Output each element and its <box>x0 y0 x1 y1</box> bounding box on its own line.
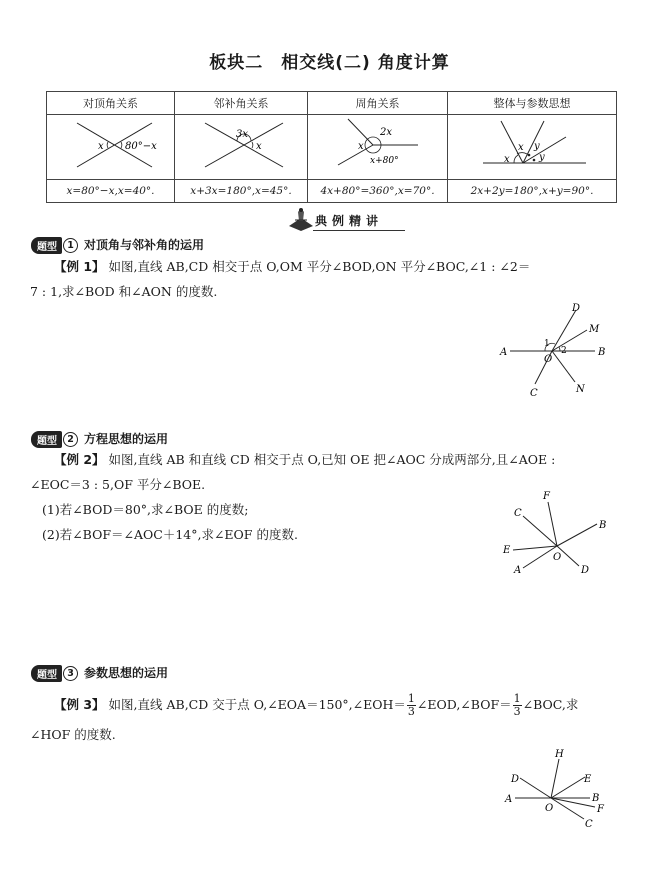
page-title: 板块二 相交线(二) 角度计算 <box>209 53 450 73</box>
table-equation: 2x+2y=180°,x+y=90°. <box>448 180 617 203</box>
type-badge: 题型 <box>31 237 62 254</box>
table-equation: x+3x=180°,x=45°. <box>175 180 308 203</box>
example-text-line: 如图,直线 AB,CD 相交于点 O,OM 平分∠BOD,ON 平分∠BOC,∠1 : ∠2＝ <box>108 259 531 274</box>
example-text-line: ∠EOC＝3 : 5,OF 平分∠BOE. <box>30 477 206 492</box>
teacher-podium-icon <box>285 206 315 232</box>
point-label: B <box>598 347 606 358</box>
supplementary-angles-figure <box>175 115 308 180</box>
figure-label: y <box>534 141 540 152</box>
point-label: B <box>599 520 607 531</box>
point-label: D <box>572 303 581 314</box>
fraction-numerator: 1 <box>407 692 415 705</box>
sub-question: (2)若∠BOF＝∠AOC＋14°,求∠EOF 的度数. <box>42 527 298 542</box>
example-label: 【例 2】 <box>54 452 105 467</box>
fraction <box>407 693 416 718</box>
table-header: 对顶角关系 <box>47 92 175 115</box>
figure-label: y <box>539 152 545 163</box>
point-label: O <box>545 803 554 814</box>
type-title: 参数思想的运用 <box>84 666 169 680</box>
example-3-figure <box>495 745 615 855</box>
full-angle-figure <box>308 115 448 180</box>
table-equation: 4x+80°=360°,x=70°. <box>308 180 448 203</box>
type-title: 对顶角与邻补角的运用 <box>84 238 205 252</box>
type-heading-3 <box>31 664 168 682</box>
angle-relations-table <box>46 91 617 203</box>
sub-question: (1)若∠BOD＝80°,求∠BOE 的度数; <box>42 502 249 517</box>
point-label: H <box>555 749 564 760</box>
fraction-denominator: 3 <box>407 705 415 718</box>
point-label: F <box>543 491 550 502</box>
figure-label: 80°−x <box>125 141 157 152</box>
type-number: 2 <box>63 432 78 447</box>
example-text-part: ∠EOD,∠BOF＝ <box>416 697 512 712</box>
parameter-idea-figure <box>448 115 617 180</box>
figure-label: x <box>518 142 524 153</box>
example-text-part: 如图,直线 AB,CD 交于点 O,∠EOA＝150°,∠EOH＝ <box>108 697 406 712</box>
point-label: C <box>530 388 538 399</box>
figure-label: 3x <box>236 129 249 140</box>
table-header: 周角关系 <box>308 92 448 115</box>
example-3-text <box>30 690 630 750</box>
example-text-line: ∠HOF 的度数. <box>30 727 116 742</box>
fraction-denominator: 3 <box>513 705 521 718</box>
example-2-figure <box>495 480 615 590</box>
figure-label: x+80° <box>370 156 399 166</box>
angle-label: 1 <box>544 339 550 349</box>
figure-label: x <box>358 141 364 152</box>
figure-label: x <box>504 154 510 165</box>
vertical-angles-figure <box>47 115 175 180</box>
point-label: C <box>585 819 593 830</box>
point-label: A <box>505 794 513 805</box>
banner-underline <box>313 230 405 231</box>
type-number: 1 <box>63 238 78 253</box>
point-label: D <box>581 565 590 576</box>
point-label: M <box>589 324 600 335</box>
figure-label: x <box>98 141 104 152</box>
type-badge: 题型 <box>31 431 62 448</box>
example-text-part: ∠BOC,求 <box>522 697 579 712</box>
type-heading-2 <box>31 430 168 448</box>
example-text-line: 7 : 1,求∠BOD 和∠AON 的度数. <box>30 284 218 299</box>
figure-label: 2x <box>380 127 393 138</box>
example-1-text <box>30 254 630 304</box>
point-label: B <box>592 793 600 804</box>
figure-label: x <box>256 141 262 152</box>
point-label: O <box>544 354 553 365</box>
point-label: E <box>503 545 511 556</box>
type-heading-1 <box>31 236 204 254</box>
section-banner <box>285 206 405 232</box>
point-label: A <box>514 565 522 576</box>
table-equation: x=80°−x,x=40°. <box>47 180 175 203</box>
point-label: F <box>597 804 604 815</box>
fraction-numerator: 1 <box>513 692 521 705</box>
example-label: 【例 3】 <box>54 697 105 712</box>
example-1-figure <box>490 300 620 400</box>
point-label: D <box>511 774 520 785</box>
table-header: 邻补角关系 <box>175 92 308 115</box>
type-badge: 题型 <box>31 665 62 682</box>
type-title: 方程思想的运用 <box>84 432 169 446</box>
point-label: A <box>500 347 508 358</box>
type-number: 3 <box>63 666 78 681</box>
point-label: E <box>584 774 592 785</box>
angle-label: 2 <box>561 346 567 356</box>
section-banner-label: 典例精讲 <box>315 214 384 228</box>
example-label: 【例 1】 <box>54 259 105 274</box>
table-header: 整体与参数思想 <box>448 92 617 115</box>
point-label: N <box>576 384 585 395</box>
fraction <box>513 693 522 718</box>
point-label: O <box>553 552 562 563</box>
point-label: C <box>514 508 522 519</box>
example-text-line: 如图,直线 AB 和直线 CD 相交于点 O,已知 OE 把∠AOC 分成两部分,且∠AOE : <box>108 452 556 467</box>
